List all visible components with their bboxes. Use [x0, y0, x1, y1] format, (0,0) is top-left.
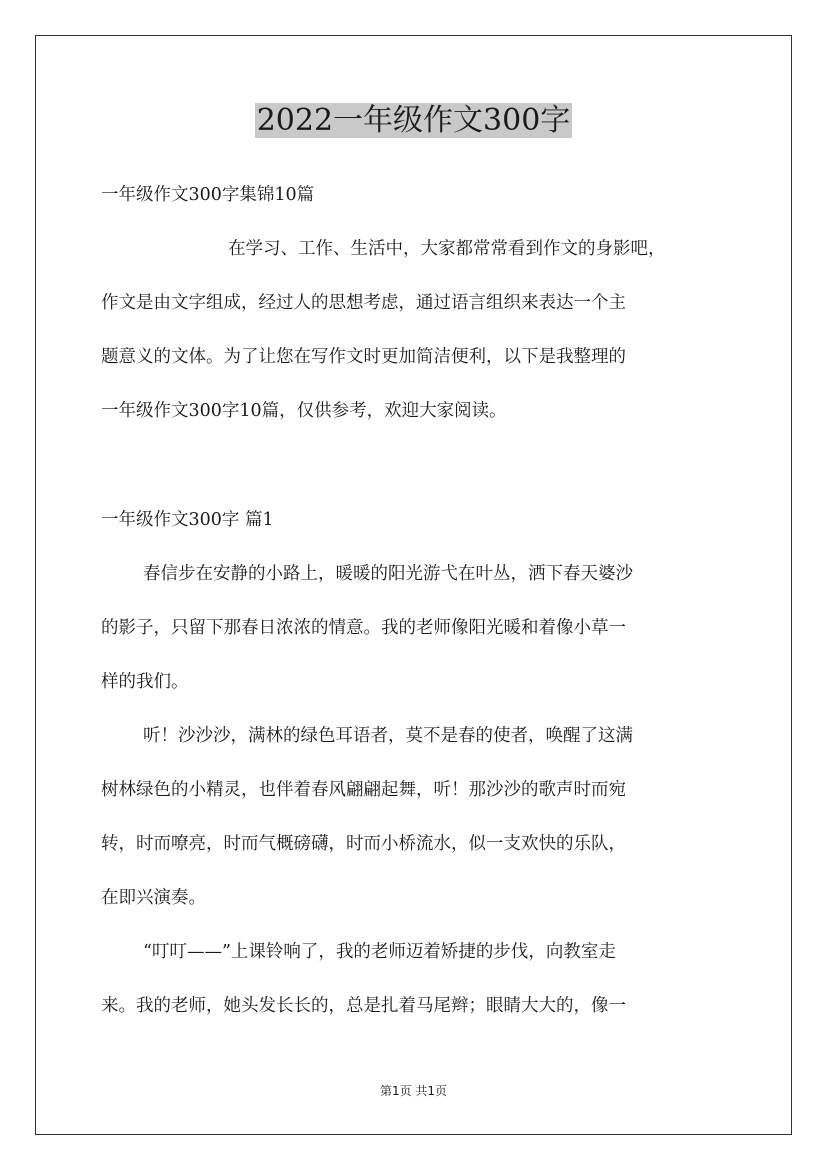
intro-line-3: 题意义的文体。为了让您在写作文时更加简洁便利，以下是我整理的 — [101, 347, 626, 367]
paragraph1-line-1: 春信步在安静的小路上，暖暖的阳光游弋在叶丛，洒下春天婆沙 — [143, 564, 633, 584]
paragraph2-line-1: 听！沙沙沙，满林的绿色耳语者，莫不是春的使者，唤醒了这满 — [143, 726, 633, 746]
paragraph3-line-2: 来。我的老师，她头发长长的，总是扎着马尾辫；眼睛大大的，像一 — [101, 996, 626, 1016]
paragraph1-line-2: 的影子，只留下那春日浓浓的情意。我的老师像阳光暖和着像小草一 — [101, 618, 626, 638]
intro-line-1: 在学习、工作、生活中，大家都常常看到作文的身影吧， — [228, 239, 666, 259]
paragraph2-line-2: 树林绿色的小精灵，也伴着春风翩翩起舞，听！那沙沙的歌声时而宛 — [101, 780, 626, 800]
intro-line-2: 作文是由文字组成，经过人的思想考虑，通过语言组织来表达一个主 — [101, 293, 626, 313]
document-title — [0, 100, 827, 142]
page-footer: 第1页 共1页 — [379, 1084, 448, 1098]
section-heading: 一年级作文300字 篇1 — [101, 510, 274, 530]
title-highlight: 2022一年级作文300字 — [256, 103, 571, 138]
paragraph2-line-4: 在即兴演奏。 — [101, 888, 206, 908]
paragraph3-line-1: “叮叮——”上课铃响了，我的老师迈着矫捷的步伐，向教室走 — [143, 942, 616, 962]
paragraph2-line-3: 转，时而嘹亮，时而气概磅礴，时而小桥流水，似一支欢快的乐队， — [101, 834, 626, 854]
paragraph1-line-3: 样的我们。 — [101, 672, 189, 692]
intro-line-4: 一年级作文300字10篇，仅供参考，欢迎大家阅读。 — [101, 401, 507, 421]
subtitle: 一年级作文300字集锦10篇 — [101, 185, 315, 205]
